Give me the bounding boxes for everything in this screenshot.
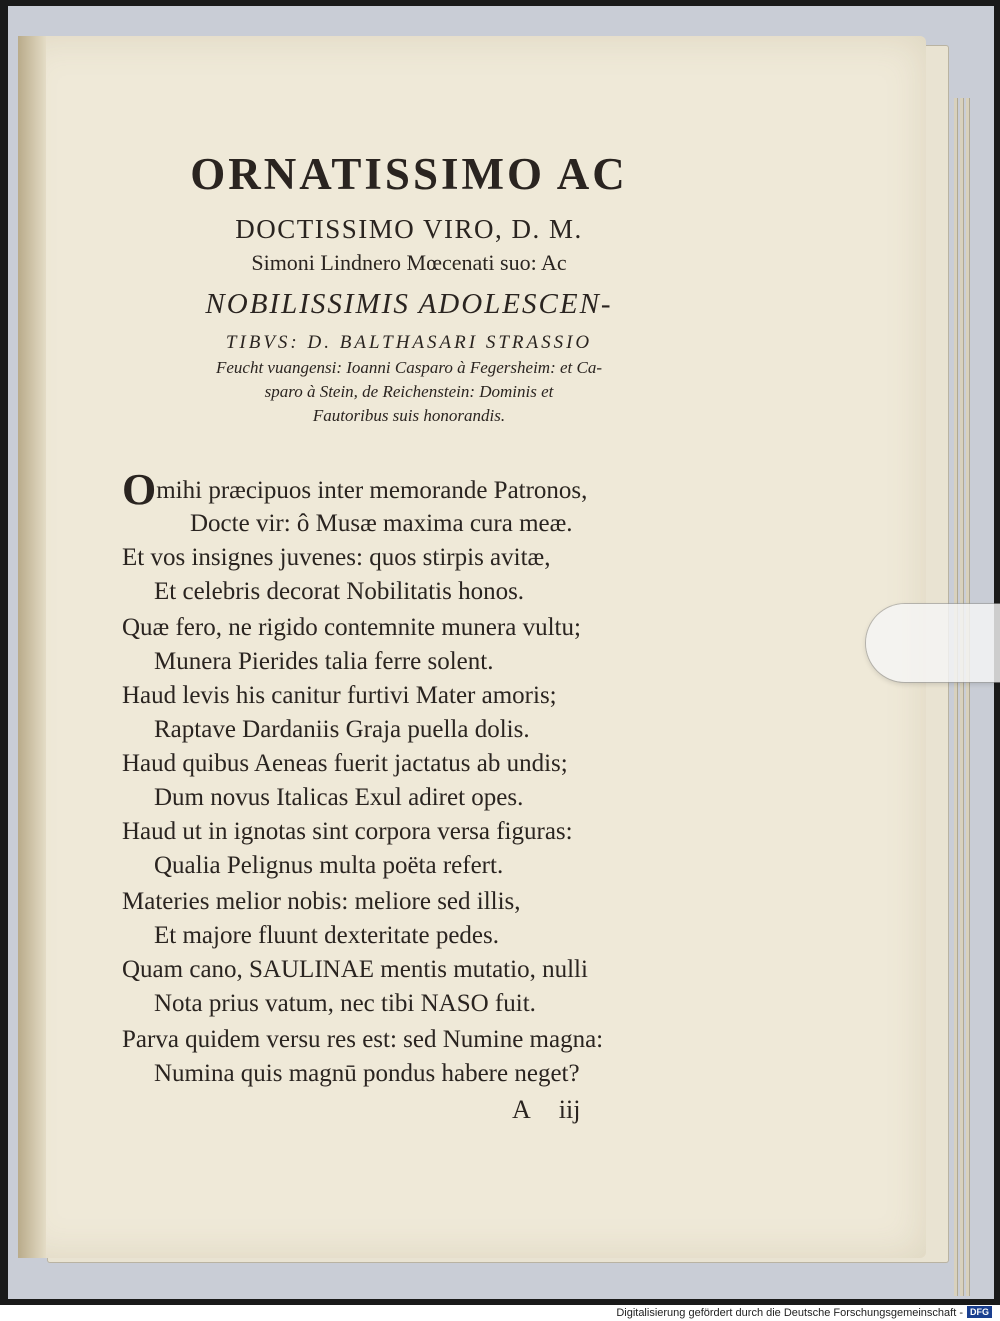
- scan-backdrop: [8, 6, 994, 1299]
- verse-line: Numina quis magnū pondus habere neget?: [154, 1060, 580, 1087]
- dedication-line: TIBVS: D. BALTHASARI STRASSIO: [225, 332, 593, 353]
- signature-letter: A: [512, 1095, 531, 1124]
- verse-line: Docte vir: ô Musæ maxima cura meæ.: [190, 510, 573, 537]
- verse-line: Haud levis his canitur furtivi Mater amoris;: [122, 682, 557, 709]
- verse-line: Dum novus Italicas Exul adiret opes.: [154, 784, 524, 811]
- verse-line: Et majore fluunt dexteritate pedes.: [154, 922, 500, 949]
- signature-mark: [512, 1095, 608, 1125]
- verse-line-1: [122, 465, 1000, 514]
- page-content: [18, 36, 926, 1258]
- verse-line: Parva quidem versu res est: sed Numine magna:: [122, 1026, 604, 1053]
- verse-line: Munera Pierides talia ferre solent.: [154, 648, 494, 675]
- page-clip-tab: [866, 604, 1000, 682]
- verse-line: Raptave Dardaniis Graja puella dolis.: [154, 716, 530, 743]
- verse-line: Et celebris decorat Nobilitatis honos.: [154, 578, 525, 605]
- verse-line: Qualia Pelignus multa poëta refert.: [154, 852, 504, 879]
- footer-bar: [0, 1305, 1000, 1321]
- dfg-logo: DFG: [967, 1306, 992, 1318]
- title-line-3: Simoni Lindnero Mœcenati suo: Ac: [251, 250, 567, 275]
- verse-line: Haud quibus Aeneas fuerit jactatus ab undis;: [122, 750, 568, 777]
- signature-numeral: iij: [558, 1095, 581, 1124]
- verse-line: Quæ fero, ne rigido contemnite munera vultu;: [122, 614, 581, 641]
- title-line-1: ORNATISSIMO AC: [190, 149, 628, 199]
- title-line-2: DOCTISSIMO VIRO, D. M.: [235, 214, 583, 244]
- funding-note: Digitalisierung gefördert durch die Deutsche Forschungsgemeinschaft -: [616, 1307, 963, 1319]
- verse-line: Quam cano, SAULINAE mentis mutatio, nulli: [122, 956, 588, 983]
- verse-line: Materies melior nobis: meliore sed illis,: [122, 888, 521, 915]
- verse-text: mihi præcipuos inter memorande Patronos,: [156, 477, 588, 504]
- verse-line: Et vos insignes juvenes: quos stirpis avitæ,: [122, 544, 551, 571]
- dedication-line: Feucht vuangensi: Ioanni Casparo à Fegersheim: et Ca-: [215, 358, 603, 377]
- book-page: [18, 36, 926, 1258]
- dedication-line: sparo à Stein, de Reichenstein: Dominis et: [264, 382, 554, 401]
- dedication-line: Fautoribus suis honorandis.: [312, 406, 506, 425]
- title-line-4: NOBILISSIMIS ADOLESCEN-: [205, 288, 613, 320]
- verse-line: Haud ut in ignotas sint corpora versa figuras:: [122, 818, 573, 845]
- drop-cap: O: [122, 465, 157, 514]
- verse-line: Nota prius vatum, nec tibi NASO fuit.: [154, 990, 536, 1017]
